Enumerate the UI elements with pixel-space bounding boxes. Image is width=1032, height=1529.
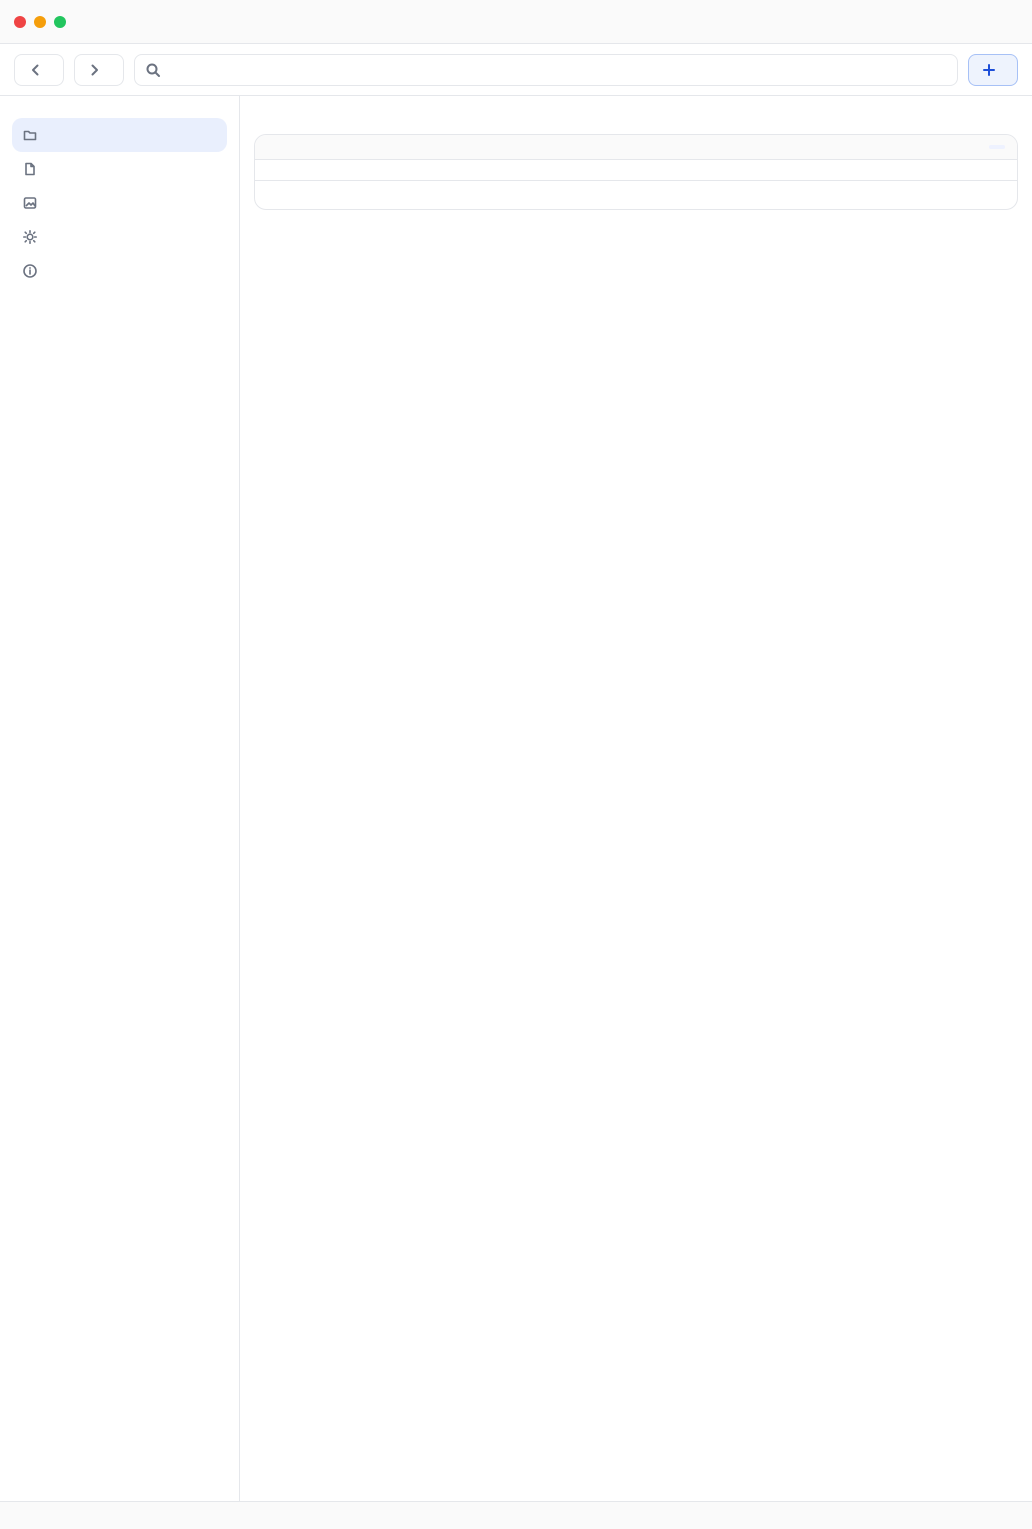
table-header-cell [636,160,827,181]
settings-icon [22,229,38,245]
file-icon [22,161,38,177]
title-bar [0,0,1032,44]
primary-action-button[interactable] [968,54,1018,86]
chevron-right-icon [87,62,103,78]
sidebar-item-0[interactable] [12,118,227,152]
table-header-row [255,160,1017,181]
table-header-cell [255,160,446,181]
sidebar-item-1[interactable] [12,152,227,186]
window-controls [14,16,66,28]
info-icon [22,263,38,279]
sidebar-item-2[interactable] [12,186,227,220]
panel-badge [989,145,1005,149]
chevron-left-icon [27,62,43,78]
top-toolbar [0,44,1032,96]
table-header-cell [446,160,637,181]
main-panel [254,134,1018,210]
sidebar [0,96,240,1501]
main-content [240,96,1032,1501]
search-bar[interactable] [134,54,958,86]
forward-button[interactable] [74,54,124,86]
image-icon [22,195,38,211]
search-input[interactable] [169,61,947,78]
search-icon [145,62,161,78]
status-bar [0,1501,1032,1529]
close-window-button[interactable] [14,16,26,28]
sidebar-item-4[interactable] [12,254,227,288]
table-container [255,160,1017,209]
table-head [255,160,1017,181]
content-area [0,96,1032,1501]
plus-icon [981,62,997,78]
minimize-window-button[interactable] [34,16,46,28]
data-table [255,160,1017,181]
sidebar-item-3[interactable] [12,220,227,254]
table-header-cell [827,160,1018,181]
maximize-window-button[interactable] [54,16,66,28]
back-button[interactable] [14,54,64,86]
empty-state-note [255,181,1017,209]
panel-header [255,135,1017,160]
folder-icon [22,127,38,143]
